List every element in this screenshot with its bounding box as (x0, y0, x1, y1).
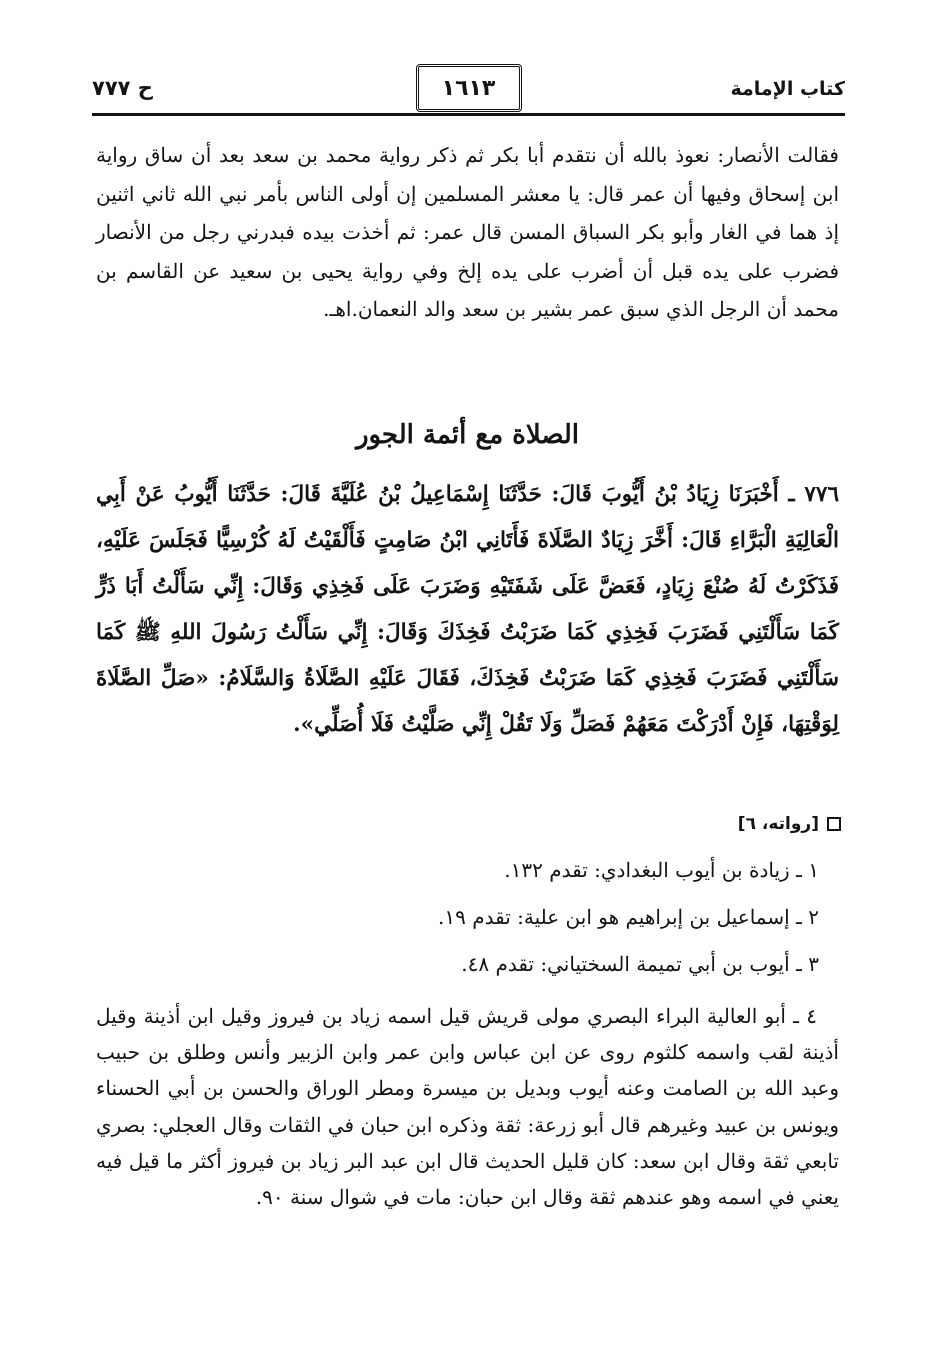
narrator-item: ٤ ـ أبو العالية البراء البصري مولى قريش قيل اسمه زياد بن فيروز وقيل ابن أذينة وقيل أذينة لقب واسمه كلثوم روى عن ابن عباس وابن عمر وابن الزبير وأنس وطلق بن حبيب وعبد الله بن الصامت وعنه أيوب وبديل بن ميسرة ومطر الوراق والحسن بن أبي الحسناء ويونس بن عبيد وغيرهم قال أبو زرعة: ثقة وذكره ابن حبان في الثقات وقال العجلي: بصري تابعي ثقة وقال ابن سعد: كان قليل الحديث قال ابن عبد البر زياد بن فيروز أكثر ما قيل فيه يعني في اسمه وهو عندهم ثقة وقال ابن حبان: مات في شوال سنة ٩٠. (96, 1004, 839, 1210)
intro-paragraph: فقالت الأنصار: نعوذ بالله أن نتقدم أبا بكر ثم ذكر رواية محمد بن سعد بعد أن ساق رواية ابن إسحاق وفيها أن عمر قال: يا معشر المسلمين إن أولى الناس بأمر نبي الله ثاني اثنين إذ هما في الغار وأبو بكر السباق المسن قال عمر: ثم أخذت بيده فبدرني رجل من الأنصار فضرب على يده قبل أن أضرب على يده إلخ وفي رواية يحيى بن سعيد عن القاسم بن محمد أن الرجل الذي سبق عمر بشير بن سعد والد النعمان.اهـ. (96, 143, 839, 322)
hadith-range: ح ٧٧٧ (92, 76, 153, 100)
header-divider (92, 113, 845, 116)
narrators-heading (738, 814, 841, 834)
square-bullet-icon (827, 817, 841, 831)
page-header (92, 60, 845, 118)
book-title: كتاب الإمامة (730, 78, 845, 100)
section-title: الصلاة مع أئمة الجور (355, 420, 580, 450)
narrator-item: ١ ـ زيادة بن أيوب البغدادي: تقدم ١٣٢. (504, 858, 819, 882)
page-number: ١٦١٣ (416, 64, 522, 112)
narrator-item: ٢ ـ إسماعيل بن إبراهيم هو ابن علية: تقدم ١٩. (438, 905, 819, 929)
hadith-text: ٧٧٦ ـ أَخْبَرَنَا زِيَادُ بْنُ أَيُّوبَ قَالَ: حَدَّثَنَا إِسْمَاعِيلُ بْنُ عُلَيَّةَ قَالَ: حَدَّثَنَا أَيُّوبُ عَنْ أَبِي الْعَالِيَةِ الْبَرَّاءِ قَالَ: أَخَّرَ زِيَادٌ الصَّلَاةَ فَأَتَانِي ابْنُ صَامِتٍ فَأَلْقَيْتُ لَهُ كُرْسِيًّا فَجَلَسَ عَلَيْهِ، فَذَكَرْتُ لَهُ صُنْعَ زِيَادٍ، فَعَضَّ عَلَى شَفَتَيْهِ وَضَرَبَ عَلَى فَخِذِي وَقَالَ: إِنِّي سَأَلْتُ أَبَا ذَرٍّ كَمَا سَأَلْتَنِي فَضَرَبَ فَخِذِي كَمَا ضَرَبْتُ فَخِذَكَ وَقَالَ: إِنِّي سَأَلْتُ رَسُولَ اللهِ ﷺ كَمَا سَأَلْتَنِي فَضَرَبَ فَخِذِي كَمَا ضَرَبْتُ فَخِذَكَ، فَقَالَ عَلَيْهِ الصَّلَاةُ وَالسَّلَامُ: «صَلِّ الصَّلَاةَ لِوَقْتِهَا، فَإِنْ أَدْرَكْتَ مَعَهُمْ فَصَلِّ وَلَا تَقُلْ إِنِّي صَلَّيْتُ فَلَا أُصَلِّي». (96, 482, 839, 737)
narrator-item: ٣ ـ أيوب بن أبي تميمة السختياني: تقدم ٤٨. (461, 952, 819, 976)
narrators-heading-label: [رواته، ٦] (737, 814, 819, 834)
